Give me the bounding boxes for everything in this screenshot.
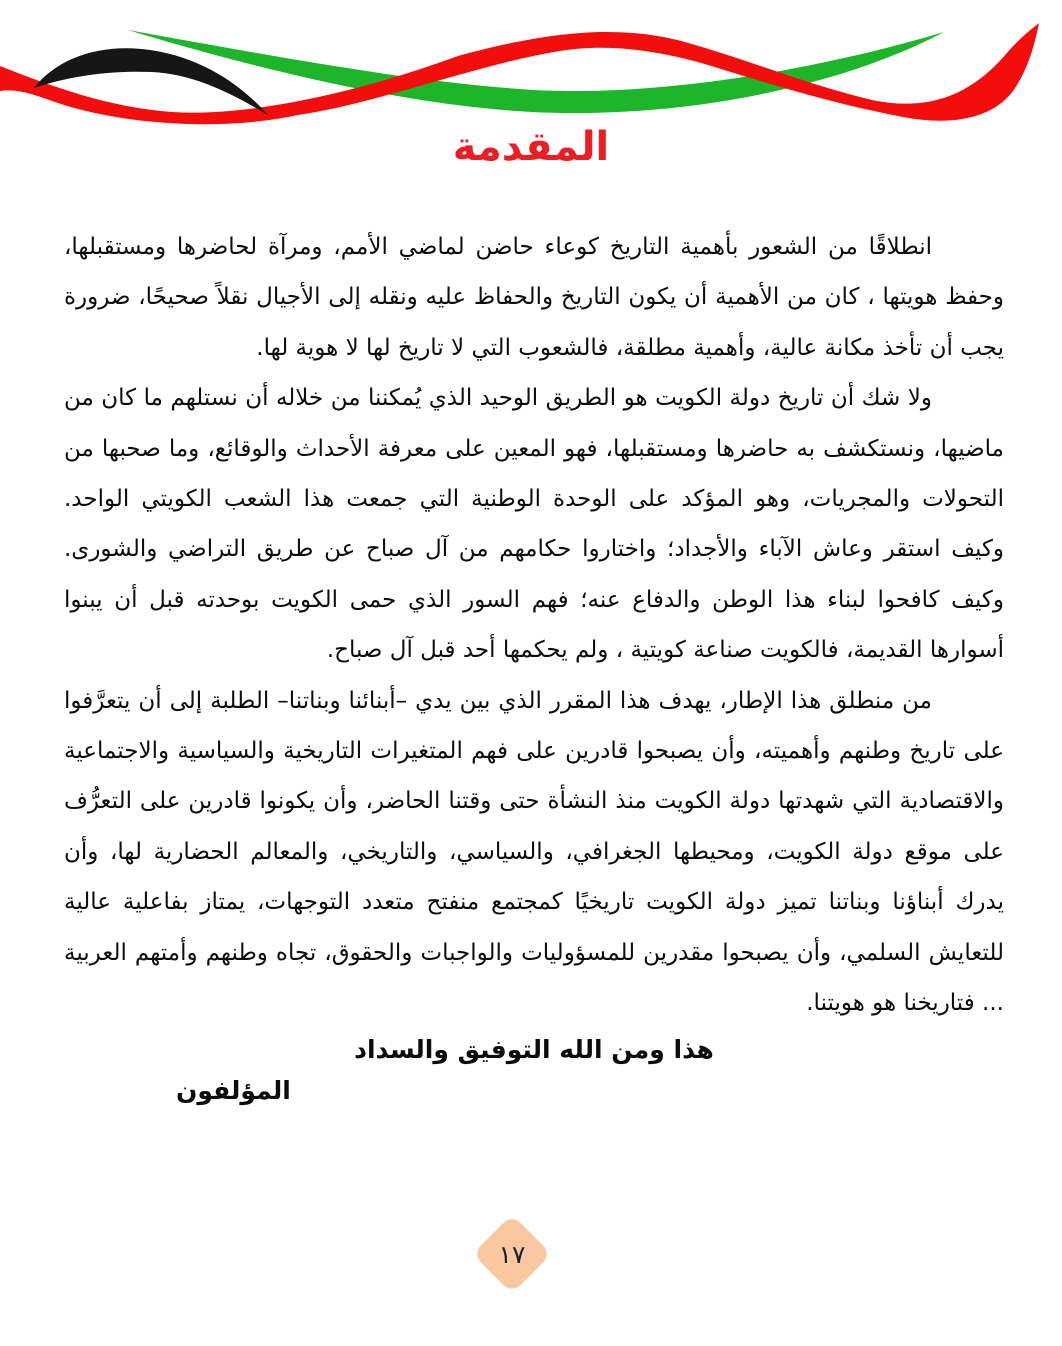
intro-paragraph-2: ولا شك أن تاريخ دولة الكويت هو الطريق الوحيد الذي يُمكننا من خلاله أن نستلهم ما كان من ماضيها، ونستكشف به حاضرها ومستقبلها، فهو المعين على معرفة الأحداث والوقائع، وما صحبها من التحولات والمجريات، وهو المؤكد على الوحدة الوطنية التي جمعت هذا الشعب الكويتي الواحد. وكيف استقر وعاش الآباء والأجداد؛ واختاروا حكامهم من آل صباح عن طريق التراضي والشورى. وكيف كافحوا لبناء هذا الوطن والدفاع عنه؛ فهم السور الذي حمى الكويت بوحدته قبل أن يبنوا أسوارها القديمة، فالكويت صناعة كويتية ، ولم يحكمها أحد قبل آل صباح. (64, 385, 1004, 664)
intro-paragraph-3: من منطلق هذا الإطار، يهدف هذا المقرر الذي بين يدي –أبنائنا وبناتنا– الطلبة إلى أن يتعرَّفوا على تاريخ وطنهم وأهميته، وأن يصبحوا قادرين على فهم المتغيرات التاريخية والسياسية والاجتماعية والاقتصادية التي شهدتها دولة الكويت منذ النشأة حتى وقتنا الحاضر، وأن يكونوا قادرين على التعرُّف على موقع دولة الكويت، ومحيطها الجغرافي، والسياسي، والتاريخي، والمعالم الحضارية لها، وأن يدرك أبناؤنا وبناتنا تميز دولة الكويت تاريخيًا كمجتمع منفتح متعدد التوجهات، يمتاز بفاعلية عالية للتعايش السلمي، وأن يصبحوا مقدرين للمسؤوليات والواجبات والحقوق، تجاه وطنهم وأمتهم العربية ... فتاريخنا هو هويتنا. (64, 687, 1004, 1017)
authors-signature: المؤلفون (176, 1075, 291, 1105)
intro-paragraph-1: انطلاقًا من الشعور بأهمية التاريخ كوعاء حاضن لماضي الأمم، ومرآة لحاضرها ومستقبلها، وحفظ هويتها ، كان من الأهمية أن يكون التاريخ والحفاظ عليه ونقله إلى الأجيال نقلاً صحيحًا، ضرورة يجب أن تأخذ مكانة عالية، وأهمية مطلقة، فالشعوب التي لا تاريخ لها لا هوية لها. (64, 234, 1004, 361)
wave-green (128, 30, 944, 113)
header-wave-decoration (0, 0, 1062, 200)
page-number-badge (472, 1214, 551, 1293)
wave-red (0, 23, 1039, 124)
wave-black (34, 48, 268, 115)
introduction-text (64, 222, 1004, 1105)
page-title: المقدمة (452, 124, 610, 170)
page-number: ١٧ (498, 1239, 526, 1269)
closing-line: هذا ومن الله التوفيق والسداد (354, 1034, 714, 1064)
